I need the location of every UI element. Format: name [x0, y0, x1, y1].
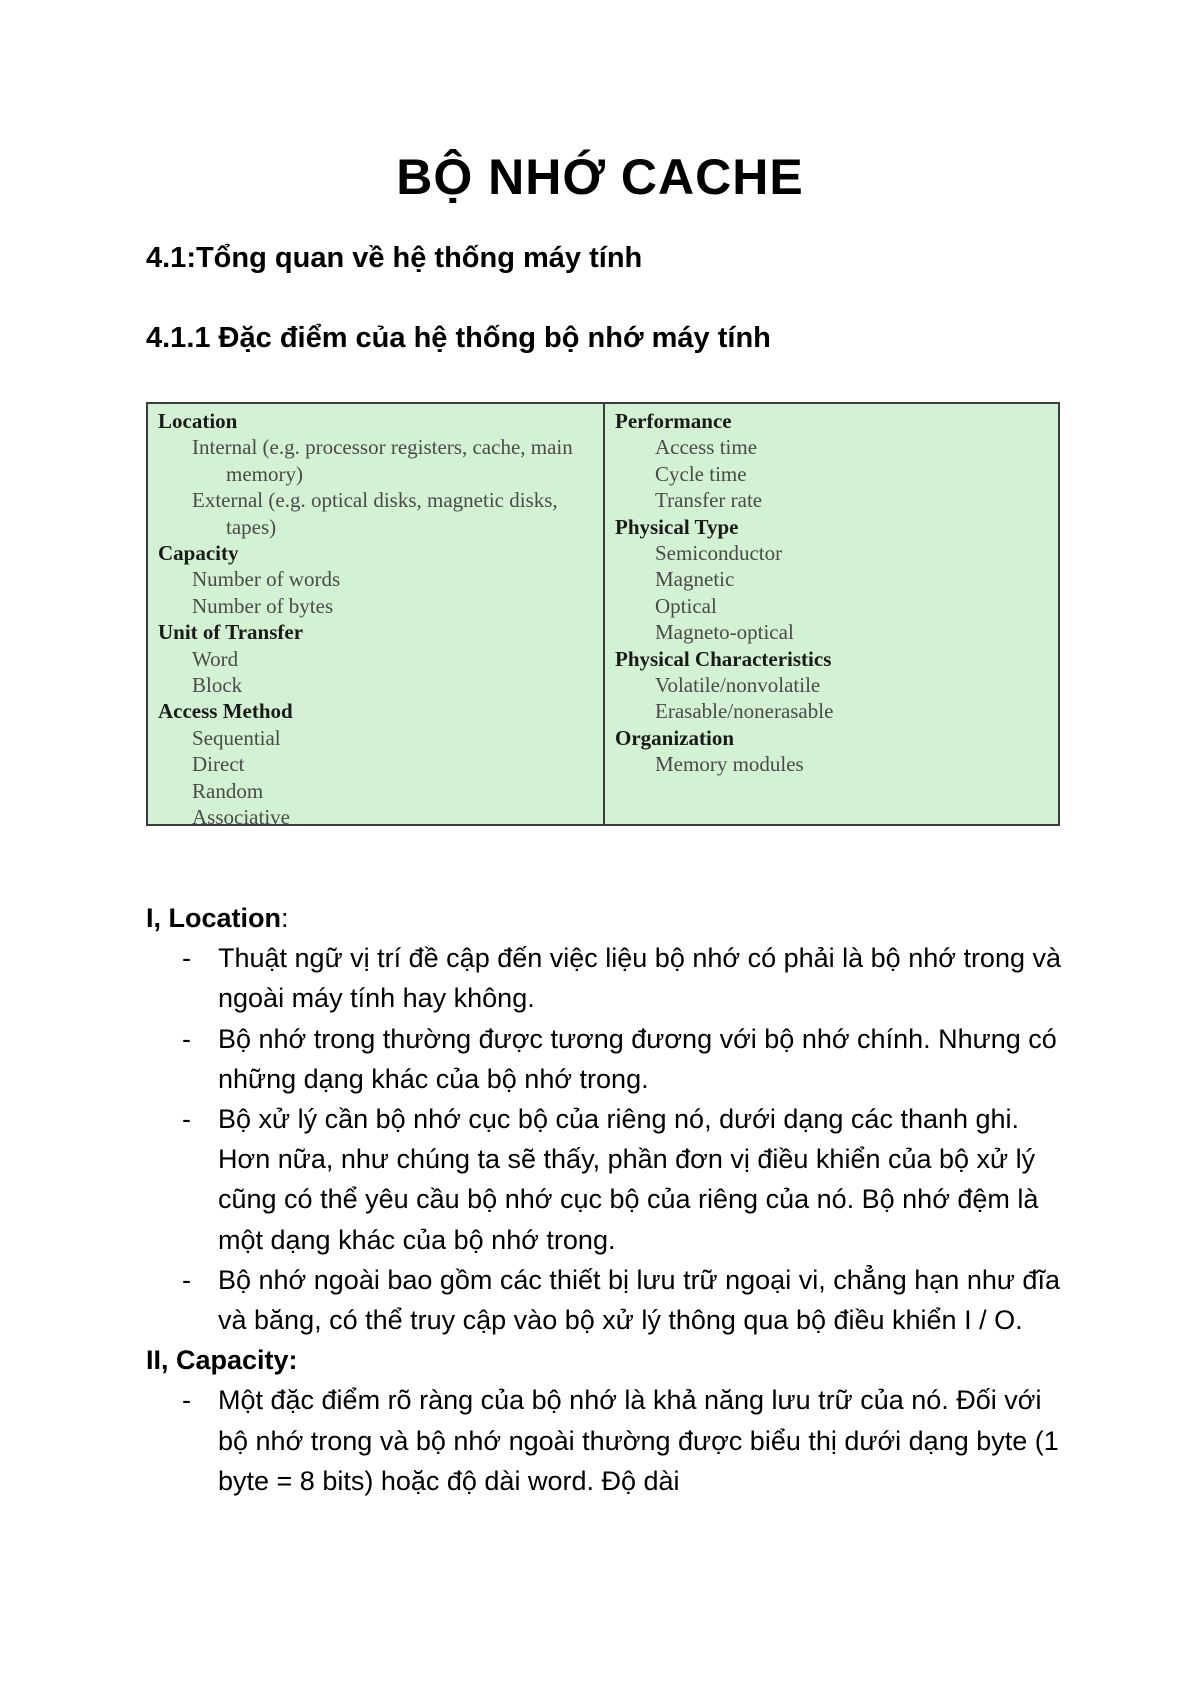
table-item: Number of words [192, 567, 341, 592]
table-item: Word [192, 646, 239, 671]
table-item: External (e.g. optical disks, magnetic disks, tapes) [192, 488, 558, 539]
table-item: Direct [192, 752, 245, 777]
table-item: Access time [655, 435, 758, 460]
table-item: Cycle time [655, 461, 747, 486]
bullet-text: Thuật ngữ vị trí đề cập đến việc liệu bộ nhớ có phải là bộ nhớ trong và ngoài máy tính hay không. [218, 943, 1061, 1014]
table-category: Performance [615, 409, 732, 433]
section-heading-bold: I, Location [146, 903, 281, 933]
list-item [146, 1019, 1076, 1099]
bullet-dash: - [182, 1264, 191, 1295]
document-body [146, 898, 1076, 1501]
table-item: Semiconductor [655, 541, 783, 566]
section-heading-bold: II, Capacity: [146, 1345, 298, 1376]
table-item: Memory modules [655, 752, 804, 777]
bullet-dash: - [182, 1104, 191, 1135]
table-item: Erasable/nonerasable [655, 699, 834, 724]
bullet-text: Bộ nhớ trong thường được tương đương với bộ nhớ chính. Nhưng có những dạng khác của bộ nhớ trong. [218, 1023, 1057, 1094]
list-item [146, 1380, 1076, 1501]
section-heading-rest: : [281, 903, 289, 933]
heading-overview: 4.1:Tổng quan về hệ thống máy tính [146, 242, 643, 274]
table-category: Access Method [158, 699, 293, 724]
table-category: Location [158, 409, 238, 433]
table-category: Physical Type [615, 514, 739, 539]
table-category: Capacity [158, 541, 239, 566]
bullet-list [146, 938, 1076, 1340]
table-item: Associative [192, 805, 290, 830]
bullet-text: Một đặc điểm rõ ràng của bộ nhớ là khả năng lưu trữ của nó. Đối với bộ nhớ trong và bộ nhớ ngoài thường được biểu thị dưới dạng byte (1 byte = 8 bits) hoặc độ dài word. Độ dài [218, 1385, 1059, 1496]
table-right-column [605, 404, 1058, 824]
memory-characteristics-table [146, 402, 1060, 830]
bullet-list [146, 1380, 1076, 1501]
document-title: BỘ NHỚ CACHE [396, 149, 804, 205]
table-category: Physical Characteristics [615, 646, 832, 671]
table-item: Magneto-optical [655, 620, 794, 645]
table-item: Magnetic [655, 567, 735, 592]
table-category: Organization [615, 725, 734, 750]
table-item: Transfer rate [655, 488, 763, 513]
table-item: Random [192, 778, 264, 803]
section-heading [146, 898, 1076, 938]
table-item: Sequential [192, 725, 281, 750]
list-item [146, 1260, 1076, 1340]
table-item: Optical [655, 593, 717, 618]
table-item: Volatile/nonvolatile [655, 673, 821, 698]
list-item [146, 1099, 1076, 1260]
heading-characteristics: 4.1.1 Đặc điểm của hệ thống bộ nhớ máy tính [146, 322, 771, 354]
table-left-column [148, 404, 605, 830]
bullet-dash: - [182, 943, 191, 974]
bullet-dash: - [182, 1385, 191, 1416]
table-item: Number of bytes [192, 593, 334, 618]
list-item [146, 938, 1076, 1018]
bullet-text: Bộ nhớ ngoài bao gồm các thiết bị lưu trữ ngoại vi, chẳng hạn như đĩa và băng, có thể truy cập vào bộ xử lý thông qua bộ điều khiển I / O. [218, 1264, 1060, 1336]
bullet-dash: - [182, 1023, 191, 1054]
table-item: Block [192, 673, 243, 698]
bullet-text: Bộ xử lý cần bộ nhớ cục bộ của riêng nó, dưới dạng các thanh ghi. Hơn nữa, như chúng ta sẽ thấy, phần đơn vị điều khiển của bộ xử lý cũng có thể yêu cầu bộ nhớ cục bộ của riêng của nó. Bộ nhớ đệm là một dạng khác của bộ nhớ trong. [218, 1104, 1039, 1255]
section-heading [146, 1340, 1076, 1380]
table-category: Unit of Transfer [158, 620, 304, 645]
table-item: Internal (e.g. processor registers, cache, main memory) [192, 435, 573, 486]
